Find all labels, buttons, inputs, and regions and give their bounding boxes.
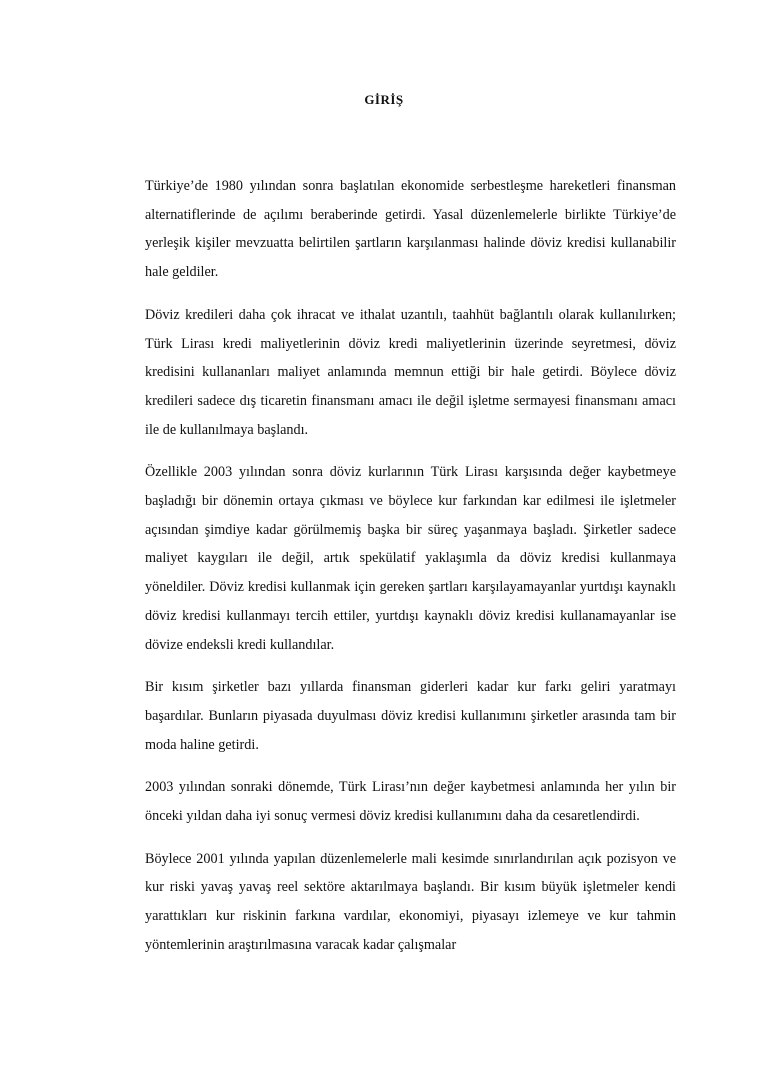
paragraph-5: 2003 yılından sonraki dönemde, Türk Lirası’nın değer kaybetmesi anlamında her yılın bir önceki yıldan daha iyi sonuç vermesi döviz kredisi kullanımını daha da cesaretlendirdi.: [145, 779, 676, 825]
page-title: GİRİŞ: [364, 92, 404, 107]
paragraph-4: Bir kısım şirketler bazı yıllarda finansman giderleri kadar kur farkı geliri yaratmayı başardılar. Bunların piyasada duyulması döviz kredisi kullanımını şirketler arasında tam bir moda haline getirdi.: [145, 679, 676, 753]
paragraph-1: Türkiye’de 1980 yılından sonra başlatılan ekonomide serbestleşme hareketleri finansman alternatiflerinde de açılımı beraberinde getirdi. Yasal düzenlemelerle birlikte Türkiye’de yerleşik kişiler mevzuatta belirtilen şartların karşılanması halinde döviz kredisi kullanabilir hale geldiler.: [145, 178, 676, 281]
paragraph-6: Böylece 2001 yılında yapılan düzenlemelerle mali kesimde sınırlandırılan açık pozisyon ve kur riski yavaş yavaş reel sektöre aktarılmaya başlandı. Bir kısım büyük işletmeler kendi yarattıkları kur riskinin farkına vardılar, ekonomiyi, piyasayı izlemeye ve kur tahmin yöntemlerinin araştırılmasına varacak kadar çalışmalar: [145, 850, 676, 953]
paragraph-3: Özellikle 2003 yılından sonra döviz kurlarının Türk Lirası karşısında değer kaybetmeye başladığı bir dönemin ortaya çıkması ve böylece kur farkından kar edilmesi ile işletmeler açısından şimdiye kadar görülmemiş başka bir süreç yaşanmaya başladı. Şirketler sadece maliyet kaygıları ile değil, artık spekülatif yaklaşımla da döviz kredisi kullanmaya yöneldiler. Döviz kredisi kullanmak için gereken şartları karşılayamayanlar yurtdışı kaynaklı döviz kredisi kullanmayı tercih ettiler, yurtdışı kaynaklı döviz kredisi kullanamayanlar ise dövize endeksli kredi kullandılar.: [145, 464, 676, 653]
paragraph-2: Döviz kredileri daha çok ihracat ve ithalat uzantılı, taahhüt bağlantılı olarak kullanılırken; Türk Lirası kredi maliyetlerinin döviz kredi maliyetlerinin üzerinde seyretmesi, döviz kredisini kullananları maliyet anlamında memnun ettiği bir hale getirdi. Böylece döviz kredileri sadece dış ticaretin finansmanı amacı ile değil işletme sermayesi finansmanı amacı ile de kullanılmaya başlandı.: [145, 306, 676, 438]
document-body: [145, 172, 676, 960]
